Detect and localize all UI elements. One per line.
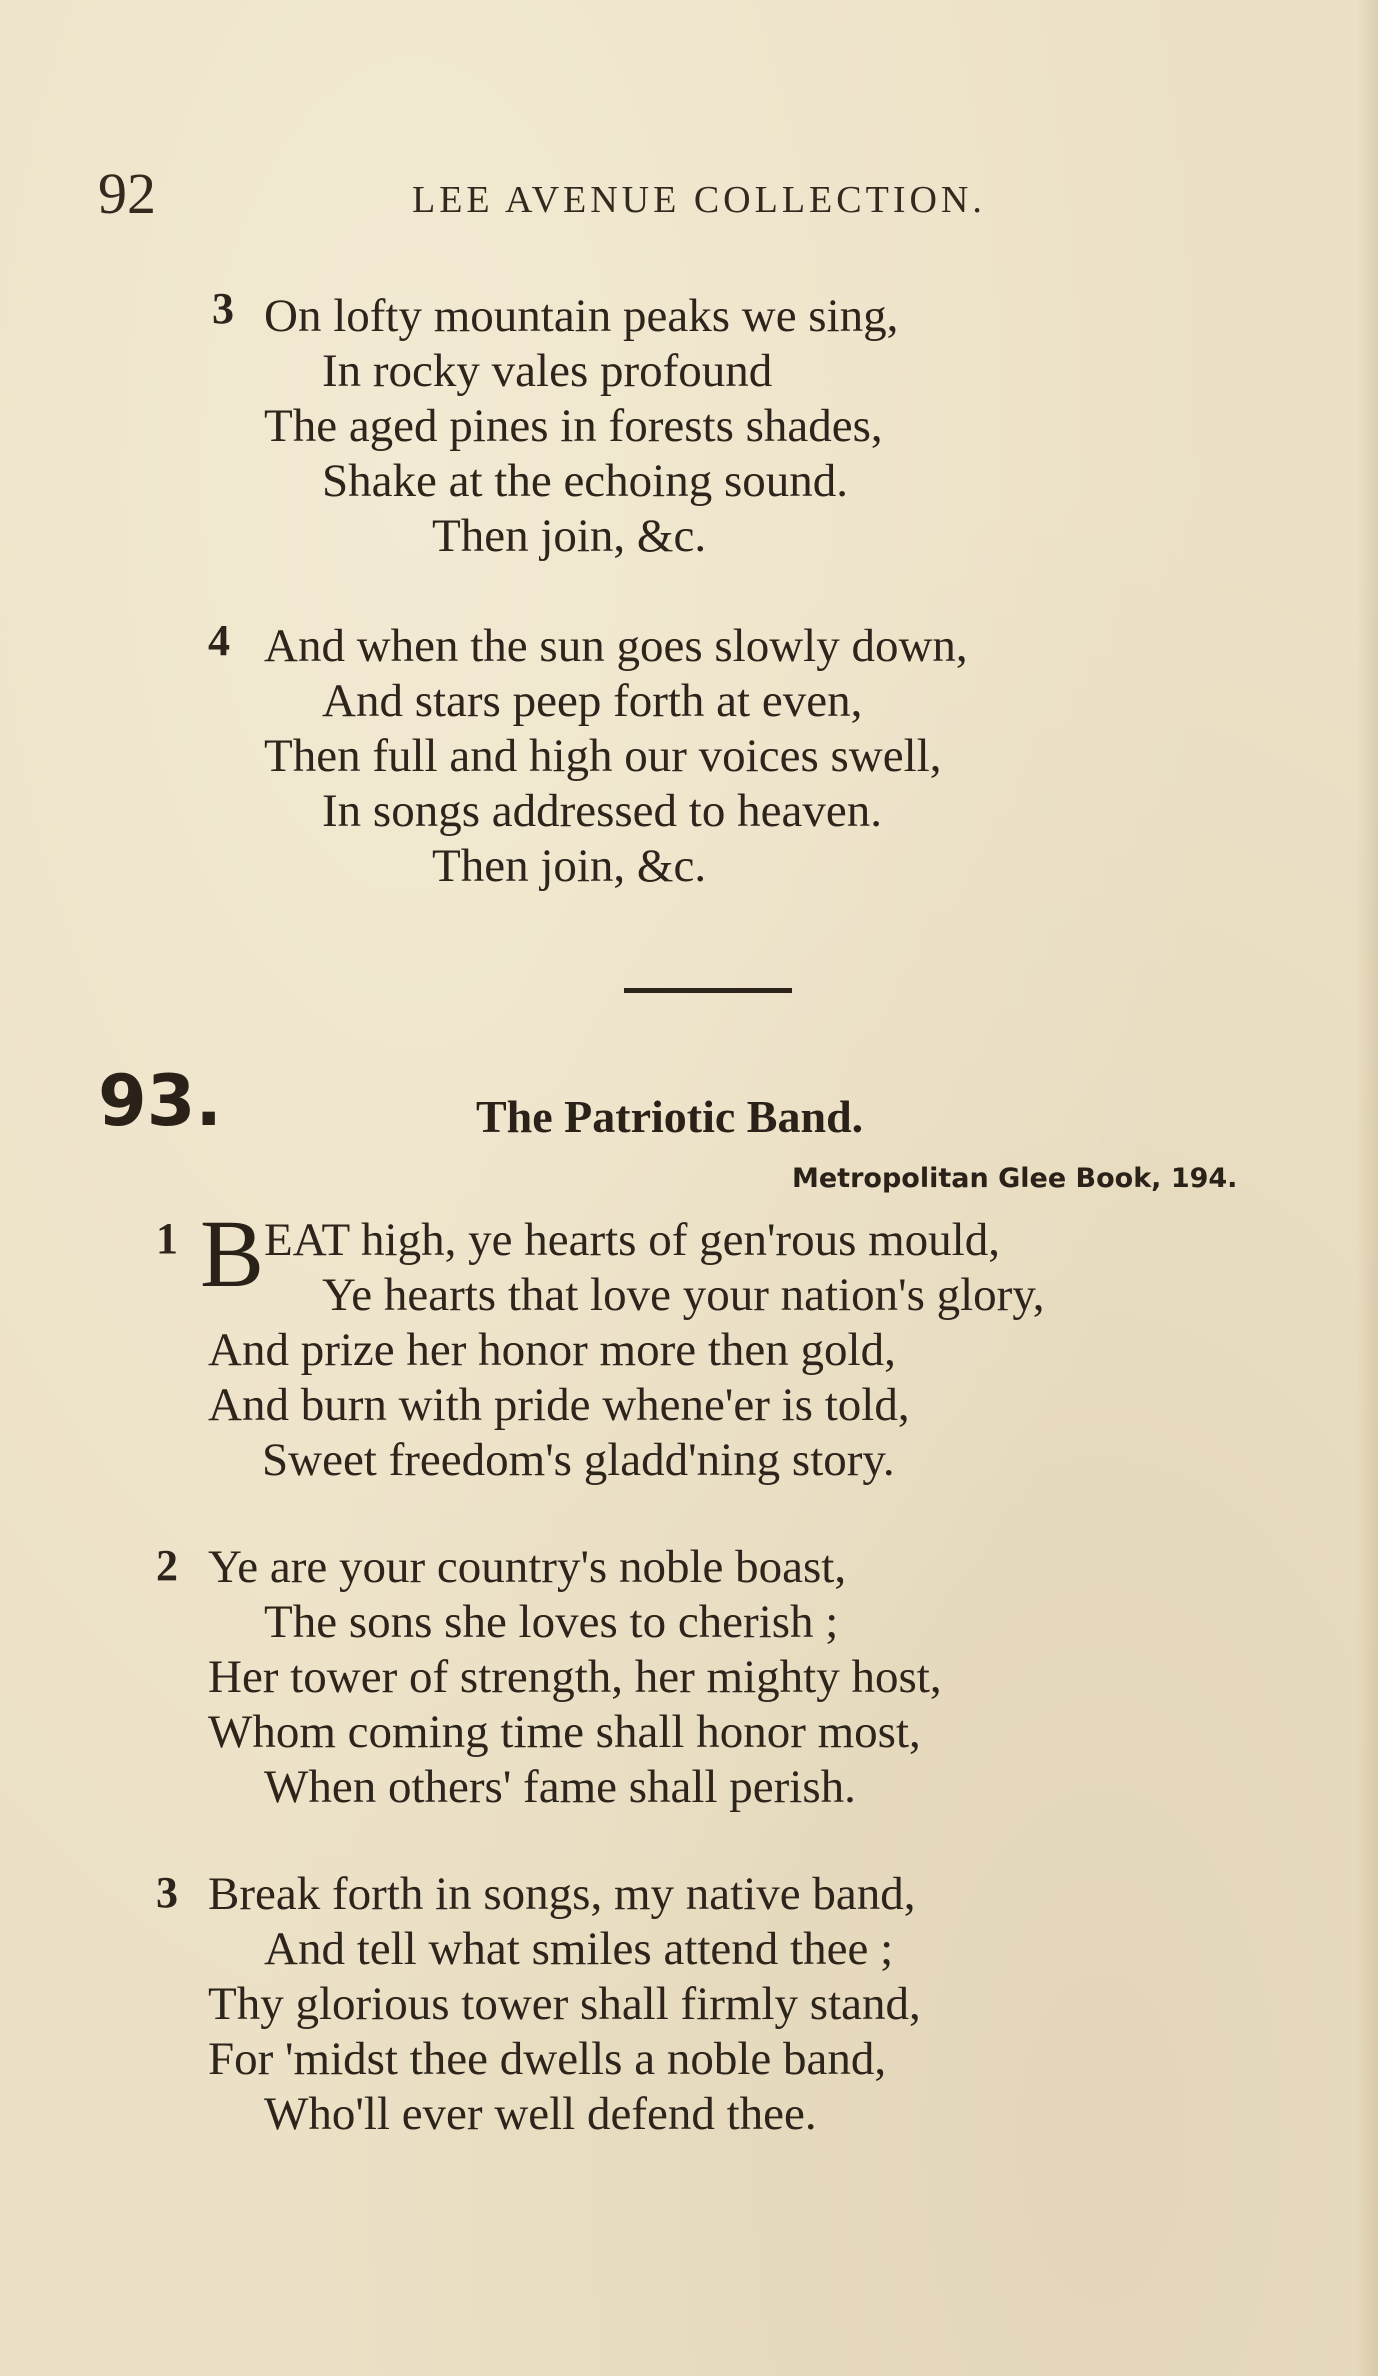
verse-line: Break forth in songs, my native band, xyxy=(208,1868,916,1920)
verse-line: Thy glorious tower shall firmly stand, xyxy=(208,1978,921,2030)
verse-refrain: Then join, &c. xyxy=(432,510,707,562)
hymn-title: The Patriotic Band. xyxy=(476,1091,864,1142)
verse-line: The aged pines in forests shades, xyxy=(264,400,883,452)
verse-line: And tell what smiles attend thee ; xyxy=(264,1923,894,1975)
verse-line: And burn with pride whene'er is told, xyxy=(208,1379,910,1431)
verse-number: 3 xyxy=(212,284,234,333)
verse-line: Sweet freedom's gladd'ning story. xyxy=(262,1434,895,1486)
verse-line: On lofty mountain peaks we sing, xyxy=(264,290,899,342)
section-divider xyxy=(624,988,792,993)
hymn-attribution: Metropolitan Glee Book, 194. xyxy=(792,1163,1238,1194)
verse-refrain: Then join, &c. xyxy=(432,840,707,892)
verse-line: And stars peep forth at even, xyxy=(322,675,863,727)
verse-line: Ye are your country's noble boast, xyxy=(208,1541,847,1593)
hymn-number: 93. xyxy=(98,1060,223,1142)
verse-line: When others' fame shall perish. xyxy=(264,1761,856,1813)
verse-line: And prize her honor more then gold, xyxy=(208,1324,896,1376)
verse-number: 1 xyxy=(156,1214,178,1263)
verse-line: In songs addressed to heaven. xyxy=(322,785,882,837)
page-number: 92 xyxy=(98,161,156,226)
verse-line: EAT high, ye hearts of gen'rous mould, xyxy=(264,1214,1000,1266)
drop-cap: B xyxy=(200,1200,265,1307)
running-head: LEE AVENUE COLLECTION. xyxy=(412,179,986,221)
verse-line: Who'll ever well defend thee. xyxy=(264,2088,817,2140)
verse-number: 2 xyxy=(156,1541,178,1590)
verse-line: For 'midst thee dwells a noble band, xyxy=(208,2033,887,2085)
verse-number: 3 xyxy=(156,1868,178,1917)
verse-line: Her tower of strength, her mighty host, xyxy=(208,1651,942,1703)
verse-line: Ye hearts that love your nation's glory, xyxy=(322,1269,1045,1321)
page-edge-shading xyxy=(1356,0,1378,2376)
verse-line: Whom coming time shall honor most, xyxy=(208,1706,921,1758)
verse-line: The sons she loves to cherish ; xyxy=(264,1596,839,1648)
verse-line: And when the sun goes slowly down, xyxy=(264,620,968,672)
verse-line: Then full and high our voices swell, xyxy=(264,730,942,782)
verse-number: 4 xyxy=(208,616,230,665)
verse-line: Shake at the echoing sound. xyxy=(322,455,849,507)
verse-line: In rocky vales profound xyxy=(322,345,773,397)
